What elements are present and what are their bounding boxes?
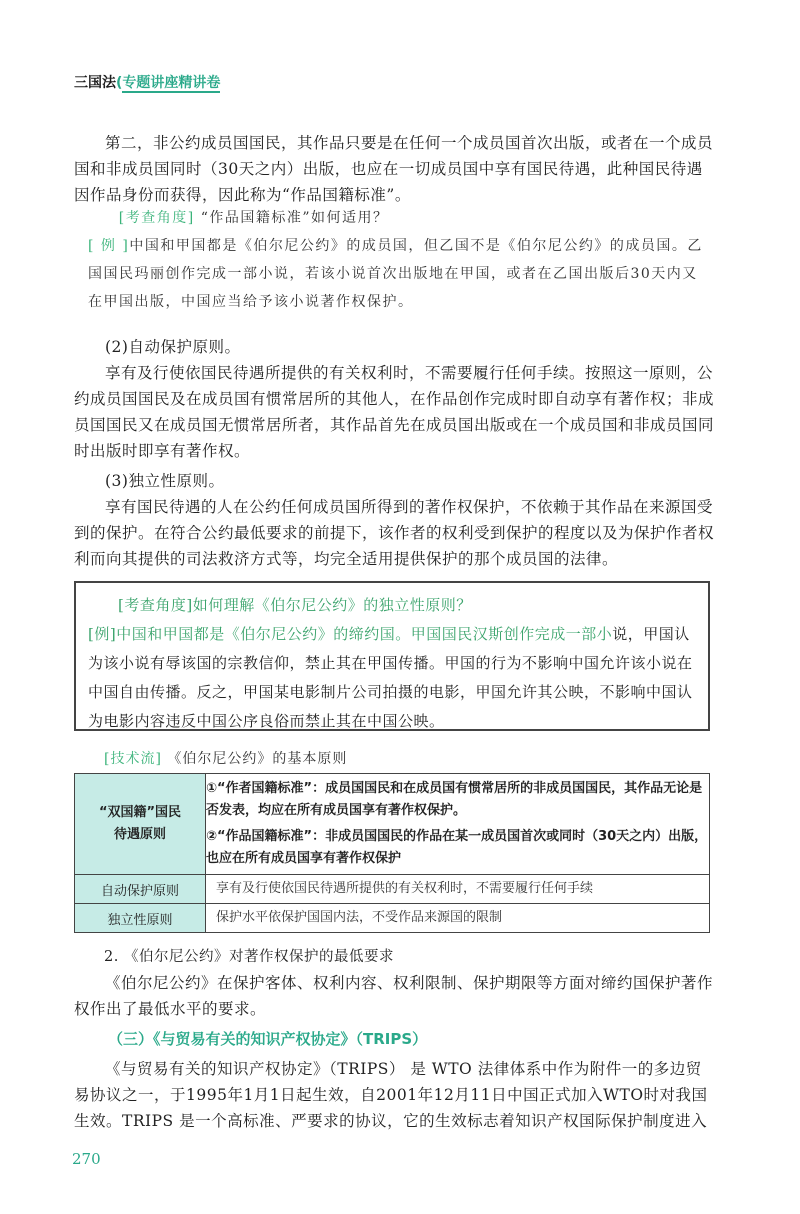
- paragraph-trips: 《与贸易有关的知识产权协定》（TRIPS） 是 WTO 法律体系中作为附件一的多边贸易协议之一，于1995年1月1日起生效，自2001年12月11日中国正式加入WTO时对我国生效。TRIPS 是一个高标准、严要求的协议，它的生效标志着知识产权国际保护制度进入: [74, 1060, 708, 1130]
- table-cell-name: 独立性原则: [75, 904, 206, 933]
- exam-angle-question: “作品国籍标准”如何适用？: [200, 210, 389, 226]
- table-cell-desc: 保护水平依保护国国内法，不受作品来源国的限制: [206, 904, 710, 933]
- paragraph-independence: 享有国民待遇的人在公约任何成员国所得到的著作权保护，不依赖于其作品在来源国受到的保护。在符合公约最低要求的前提下，该作者的权利受到保护的程度以及为保护作者权利而向其提供的司法救济方式等，均完全适用提供保护的那个成员国的法律。: [74, 498, 715, 568]
- author-nationality-criterion: ①“作者国籍标准”：成员国国民和在成员国有惯常居所的非成员国国民，其作品无论是否发表，均应在所有成员国享有著作权保护。: [206, 781, 703, 818]
- heading-automatic-protection: (2)自动保护原则。: [105, 338, 241, 356]
- table-cell-name: “双国籍”国民待遇原则: [75, 774, 206, 875]
- table-row: [75, 904, 710, 933]
- table-cell-name: 自动保护原则: [75, 875, 206, 904]
- box-example-green: 中国和甲国都是《伯尔尼公约》的缔约国。甲国国民汉斯创作完成一部小: [116, 625, 613, 643]
- box-example-rest: 说，甲国认为该小说有辱该国的宗教信仰，禁止其在甲国传播。甲国的行为不影响中国允许该小说在中国自由传播。反之，甲国某电影制片公司拍摄的电影，甲国允许其公映，不影响中国认为电影内容违反中国公序良俗而禁止其在中国公映。: [88, 625, 693, 730]
- tech-flow-tag: [技术流]: [104, 751, 162, 767]
- paragraph-minimum-requirements: 《伯尔尼公约》在保护客体、权利内容、权利限制、保护期限等方面对缔约国保护著作权作出了最低水平的要求。: [74, 974, 714, 1018]
- exam-angle-box: [74, 581, 710, 731]
- example-block-1: [88, 204, 708, 316]
- box-example-label: [例]: [88, 625, 117, 643]
- example-body: 中国和甲国都是《伯尔尼公约》的成员国，但乙国不是《伯尔尼公约》的成员国。乙国国民玛丽创作完成一部小说，若该小说首次出版地在甲国，或者在乙国出版后30天内又在甲国出版，中国应当给予该小说著作权保护。: [88, 238, 703, 310]
- heading-minimum-requirements: 2. 《伯尔尼公约》对著作权保护的最低要求: [104, 949, 394, 965]
- work-nationality-criterion: ②“作品国籍标准”：非成员国国民的作品在某一成员国首次或同时（30天之内）出版，也应在所有成员国享有著作权保护: [206, 829, 708, 866]
- berne-principles-table: [74, 773, 710, 933]
- header-bracket: (: [116, 75, 123, 91]
- page-number: 270: [72, 1150, 101, 1168]
- book-title: 专题讲座精讲卷: [122, 75, 221, 91]
- box-tag: [考查角度]: [118, 596, 193, 614]
- table-row: [75, 875, 710, 904]
- paragraph-work-nationality: 第二，非公约成员国国民，其作品只要是在任何一个成员国首次出版，或者在一个成员国和非成员国同时（30天之内）出版，也应在一切成员国中享有国民待遇，此种国民待遇因作品身份而获得，因此称为“作品国籍标准”。: [74, 134, 714, 204]
- table-cell-desc: 享有及行使依国民待遇所提供的有关权利时，不需要履行任何手续: [206, 875, 710, 904]
- tech-flow-caption: [104, 748, 347, 768]
- heading-independence: (3)独立性原则。: [105, 472, 225, 490]
- exam-angle-tag: [考查角度]: [118, 210, 195, 226]
- running-header: [74, 72, 220, 92]
- example-label: [ 例 ]: [88, 238, 130, 254]
- tech-flow-title: 《伯尔尼公约》的基本原则: [167, 751, 348, 767]
- section-title-trips: （三）《与贸易有关的知识产权协定》（TRIPS）: [108, 1030, 428, 1048]
- series-title: 三国法: [74, 75, 116, 91]
- box-question: 如何理解《伯尔尼公约》的独立性原则？: [192, 596, 472, 614]
- box-content: [88, 591, 698, 736]
- table-cell-desc: [206, 774, 710, 875]
- table-row: [75, 774, 710, 875]
- paragraph-automatic-protection: 享有及行使依国民待遇所提供的有关权利时，不需要履行任何手续。按照这一原则，公约成员国国民及在成员国有惯常居所的其他人，在作品创作完成时即自动享有著作权；非成员国国民又在成员国无惯常居所者，其作品首先在成员国出版或在一个成员国和非成员国同时出版时即享有著作权。: [74, 364, 715, 460]
